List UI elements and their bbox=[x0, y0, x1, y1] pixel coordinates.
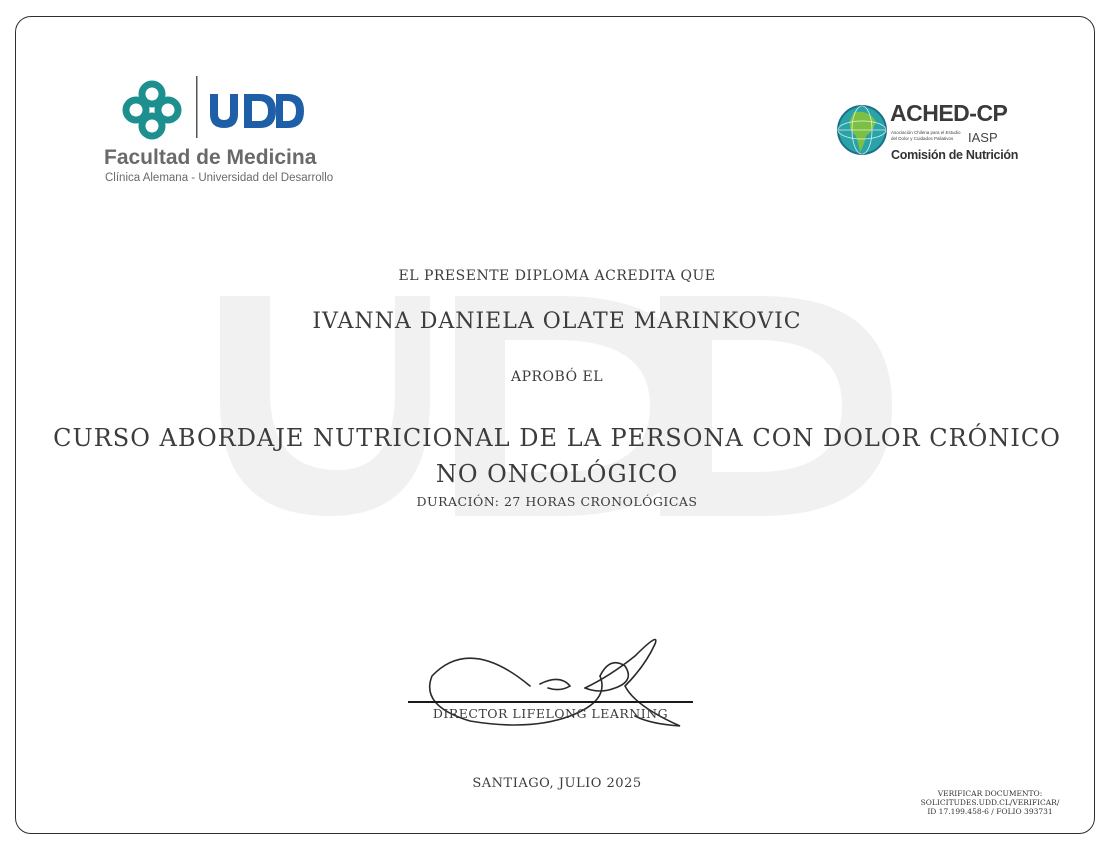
verify-id: ID 17.199.458-6 / FOLIO 393731 bbox=[927, 807, 1053, 816]
verification-block bbox=[900, 789, 1080, 816]
approved-text: APROBÓ EL bbox=[510, 369, 604, 385]
accredits-text: EL PRESENTE DIPLOMA ACREDITA QUE bbox=[398, 268, 716, 284]
course-title-line2: NO ONCOLÓGICO bbox=[435, 460, 679, 488]
udd-logo-icon bbox=[104, 76, 314, 146]
ached-title: ACHED-CP bbox=[890, 100, 1008, 126]
signer-role: DIRECTOR LIFELONG LEARNING bbox=[432, 706, 669, 721]
course-duration: DURACIÓN: 27 HORAS CRONOLÓGICAS bbox=[416, 494, 698, 509]
recipient-name: IVANNA DANIELA OLATE MARINKOVIC bbox=[312, 309, 802, 334]
verify-url[interactable]: SOLICITUDES.UDD.CL/VERIFICAR/ bbox=[920, 798, 1060, 807]
place-date: SANTIAGO, JULIO 2025 bbox=[472, 776, 642, 791]
ached-cp-logo bbox=[836, 100, 1019, 162]
verify-label: VERIFICAR DOCUMENTO: bbox=[937, 789, 1043, 798]
iasp-label: IASP bbox=[968, 130, 998, 145]
ached-subtitle: Asociación Chilena para el Estudio del Dolor y Cuidados Paliativos bbox=[891, 130, 961, 141]
facultad-medicina-logo bbox=[104, 76, 334, 184]
institution-name: Clínica Alemana - Universidad del Desarrollo bbox=[105, 172, 334, 184]
signature-line bbox=[408, 701, 693, 703]
globe-icon bbox=[836, 102, 888, 156]
commission-name: Comisión de Nutrición bbox=[891, 148, 1019, 162]
course-title-line1: CURSO ABORDAJE NUTRICIONAL DE LA PERSONA CON DOLOR CRÓNICO bbox=[53, 424, 1061, 452]
faculty-name: Facultad de Medicina bbox=[104, 146, 317, 169]
